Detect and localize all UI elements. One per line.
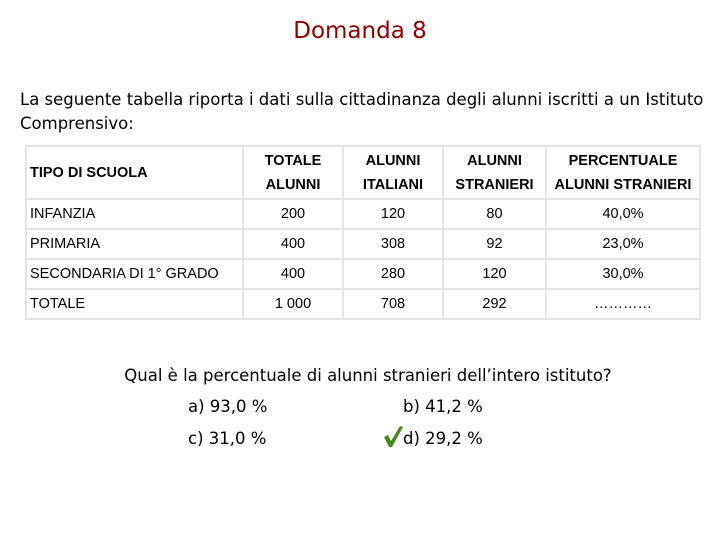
check-icon xyxy=(382,424,404,448)
cell-total: 400 xyxy=(243,259,343,289)
cell-total: 1 000 xyxy=(243,289,343,319)
cell-foreign: 292 xyxy=(443,289,546,319)
cell-total: 400 xyxy=(243,229,343,259)
page-title: Domanda 8 xyxy=(293,18,427,44)
cell-foreign: 120 xyxy=(443,259,546,289)
header-foreign-percentage: PERCENTUALE ALUNNI STRANIERI xyxy=(546,146,700,199)
cell-italian: 708 xyxy=(343,289,443,319)
header-foreign-students: ALUNNI STRANIERI xyxy=(443,146,546,199)
table-row xyxy=(26,229,700,259)
table-row-total xyxy=(26,289,700,319)
cell-school-type: PRIMARIA xyxy=(26,229,243,259)
answer-a[interactable]: a) 93,0 % xyxy=(188,397,268,416)
cell-italian: 120 xyxy=(343,199,443,229)
question-text: Qual è la percentuale di alunni stranieri dell’intero istituto? xyxy=(124,366,612,385)
cell-percentage: 40,0% xyxy=(546,199,700,229)
cell-school-type: SECONDARIA DI 1° GRADO xyxy=(26,259,243,289)
cell-percentage: 30,0% xyxy=(546,259,700,289)
cell-foreign: 80 xyxy=(443,199,546,229)
answer-d[interactable]: d) 29,2 % xyxy=(403,429,483,448)
header-italian-students: ALUNNI ITALIANI xyxy=(343,146,443,199)
cell-foreign: 92 xyxy=(443,229,546,259)
table-header-row xyxy=(26,146,700,199)
cell-italian: 308 xyxy=(343,229,443,259)
cell-italian: 280 xyxy=(343,259,443,289)
cell-percentage: ………… xyxy=(546,289,700,319)
cell-school-type: INFANZIA xyxy=(26,199,243,229)
cell-total: 200 xyxy=(243,199,343,229)
header-school-type: TIPO DI SCUOLA xyxy=(26,146,243,199)
answer-b[interactable]: b) 41,2 % xyxy=(403,397,483,416)
cell-school-type: TOTALE xyxy=(26,289,243,319)
citizenship-table xyxy=(25,145,701,320)
answer-c[interactable]: c) 31,0 % xyxy=(188,429,267,448)
header-total-students: TOTALE ALUNNI xyxy=(243,146,343,199)
intro-text: La seguente tabella riporta i dati sulla cittadinanza degli alunni iscritti a un Istituto Comprensivo: xyxy=(20,90,704,133)
cell-percentage: 23,0% xyxy=(546,229,700,259)
table-row xyxy=(26,259,700,289)
table-row xyxy=(26,199,700,229)
